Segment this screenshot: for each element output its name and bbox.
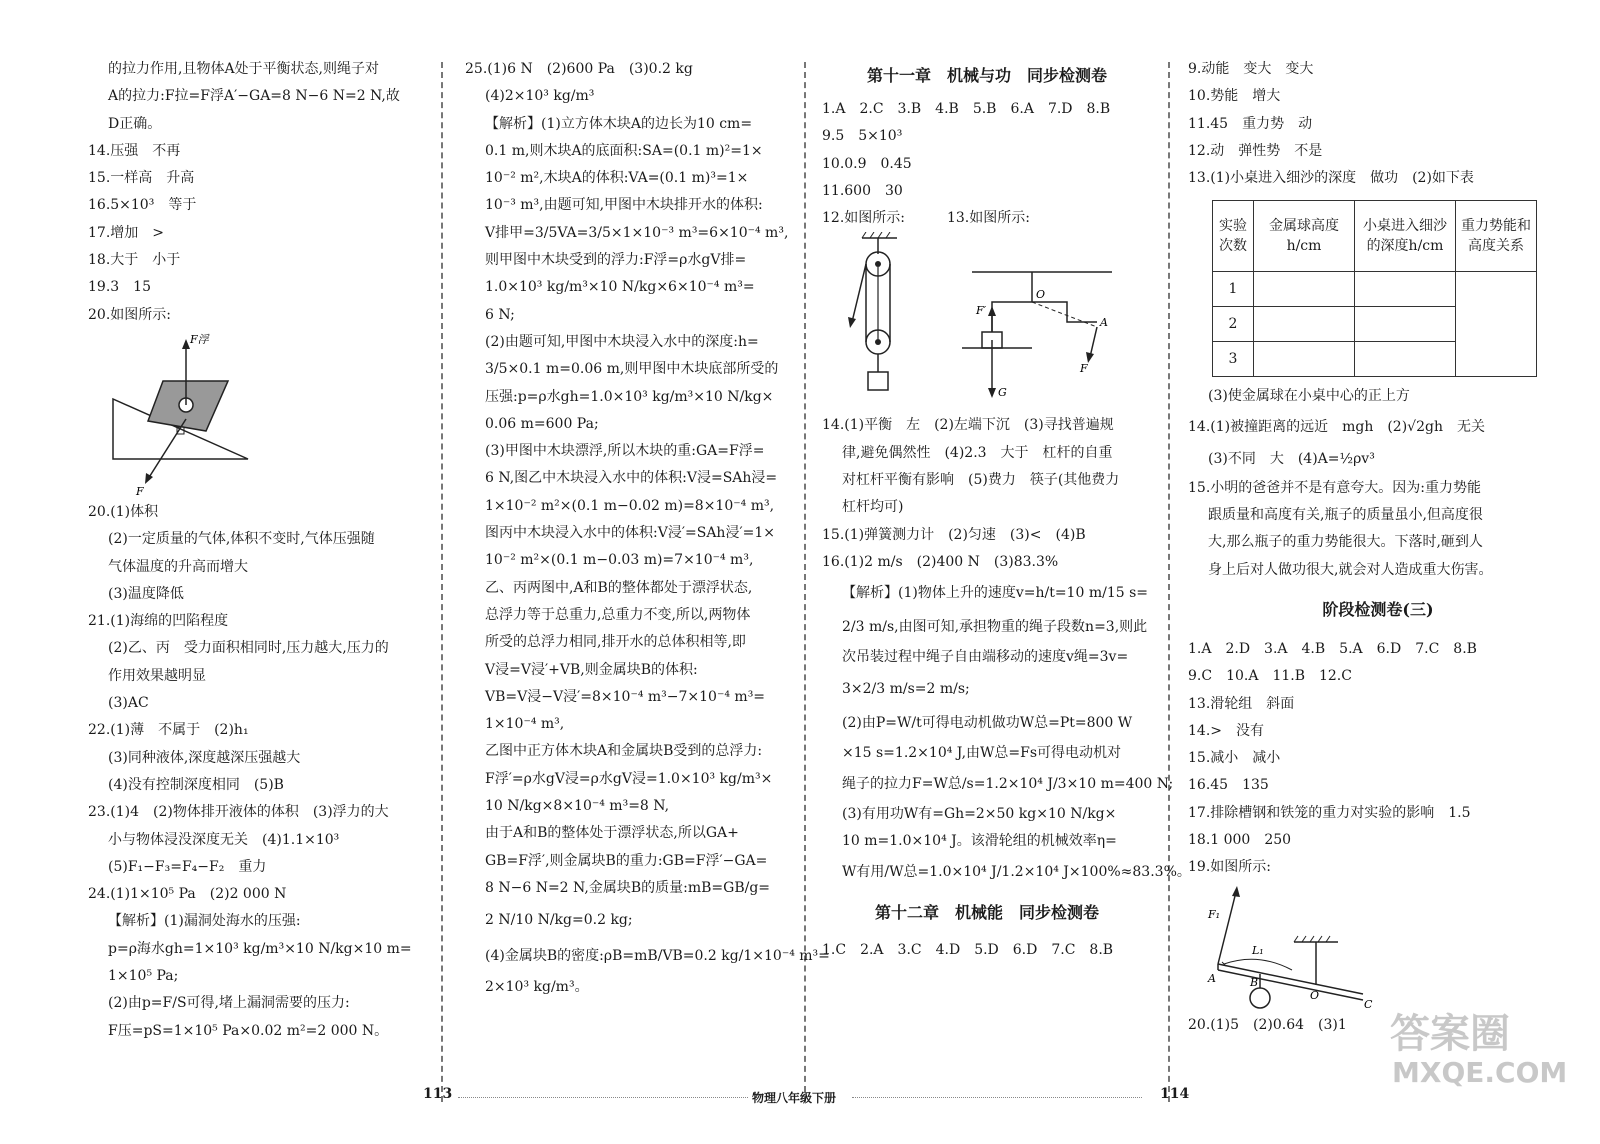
text-line: (4)金属块B的密度:ρB=mB/VB=0.2 kg/1×10⁻⁴ m³= <box>485 948 830 965</box>
text-line: F压=pS=1×10⁵ Pa×0.02 m²=2 000 N。 <box>108 1022 389 1039</box>
table-header: 金属球高度h/cm <box>1254 201 1355 272</box>
text-line: 大,那么瓶子的重力势能很大。下落时,砸到人 <box>1208 534 1483 551</box>
text-line: 17.增加 > <box>88 224 164 241</box>
label-c: C <box>1364 997 1373 1011</box>
lever-force-diagram <box>1188 882 1388 1012</box>
column-2 <box>465 56 830 1002</box>
table-cell <box>1456 272 1537 377</box>
text-line: (3)不同 大 (4)A=½ρv³ <box>1208 450 1375 467</box>
text-line: 2×10³ kg/m³。 <box>485 979 589 996</box>
text-line: 13.滑轮组 斜面 <box>1188 695 1295 712</box>
chapter-12-heading: 第十二章 机械能 同步检测卷 <box>874 903 1099 923</box>
watermark-logo: 答案圈 <box>1390 1011 1510 1057</box>
text-line: 2/3 m/s,由图可知,承担物重的绳子段数n=3,则此 <box>842 619 1148 636</box>
text-line: 9.动能 变大 变大 <box>1188 61 1314 77</box>
text-line: 18.1 000 250 <box>1188 832 1292 849</box>
label-o: O <box>1310 988 1320 1002</box>
text-line: F浮′=ρ水gV浸=ρ水gV浸=1.0×10³ kg/m³× <box>485 770 773 787</box>
text-line: 10⁻² m²×(0.1 m−0.03 m)=7×10⁻⁴ m³, <box>485 552 754 569</box>
label-f-prime: F′ <box>976 304 987 318</box>
text-line: 24.(1)1×10⁵ Pa (2)2 000 N <box>88 886 287 903</box>
text-line: 图丙中木块浸入水中的体积:V浸′=SAh浸′=1× <box>485 525 776 542</box>
text-line: 20.(1)5 (2)0.64 (3)1 <box>1188 1016 1347 1033</box>
text-line: 19.3 15 <box>88 279 151 296</box>
text-line: (3)甲图中木块漂浮,所以木块的重:GA=F浮= <box>485 443 765 460</box>
table-header: 小桌进入细沙的深度h/cm <box>1355 201 1456 272</box>
text-line: 由于A和B的整体处于漂浮状态,所以GA+ <box>485 825 739 842</box>
pressure-arrow <box>148 419 186 479</box>
text-line: ×15 s=1.2×10⁴ J,由W总=Fs可得电动机对 <box>842 744 1122 761</box>
col1-lines <box>88 56 422 329</box>
text-line: (2)乙、丙 受力面积相同时,压力越大,压力的 <box>108 640 389 657</box>
text-line: 14.压强 不再 <box>88 142 181 159</box>
text-line: 3×2/3 m/s=2 m/s; <box>842 680 970 697</box>
label-a: A <box>1100 316 1108 330</box>
text-line: 律,避免偶然性 (4)2.3 大于 杠杆的自重 <box>842 444 1113 461</box>
text-line: 1×10⁻² m²×(0.1 m−0.02 m)=8×10⁻⁴ m³, <box>485 497 775 514</box>
text-line: 10 N/kg×8×10⁻⁴ m³=8 N, <box>485 798 670 815</box>
label-b: B <box>1250 975 1259 989</box>
label-a: A <box>1208 971 1216 985</box>
column-separator <box>441 62 443 1102</box>
footer-title: 物理八年级下册 <box>752 1091 837 1105</box>
table-cell <box>1254 342 1355 377</box>
text-line: (3)温度降低 <box>108 585 184 602</box>
text-line: 18.大于 小于 <box>88 252 181 269</box>
text-line: 14.(1)平衡 左 (2)左端下沉 (3)寻找普遍规 <box>822 417 1114 434</box>
text-line: 作用效果越明显 <box>108 667 206 684</box>
label-f-float: F浮 <box>190 332 209 346</box>
text-line: 1×10⁵ Pa; <box>108 968 179 985</box>
text-line: 22.(1)薄 不属于 (2)h₁ <box>88 722 249 739</box>
text-line: 跟质量和高度有关,瓶子的质量虽小,但高度很 <box>1208 507 1483 524</box>
text-line: 15.(1)弹簧测力计 (2)匀速 (3)< (4)B <box>822 526 1086 543</box>
text-line: 14.> 没有 <box>1188 722 1264 739</box>
text-line: A的拉力:F拉=F浮A′−GA=8 N−6 N=2 N,故 <box>108 88 400 105</box>
text-line: 1.A 2.C 3.B 4.B 5.B 6.A 7.D 8.B <box>822 101 1111 117</box>
text-line: 12.动 弹性势 不是 <box>1188 142 1323 159</box>
table-header-row <box>1213 201 1537 272</box>
text-line: 17.排除槽钢和铁笼的重力对实验的影响 1.5 <box>1188 804 1471 821</box>
table-cell: 2 <box>1213 307 1254 342</box>
text-line: 21.(1)海绵的凹陷程度 <box>88 613 229 630</box>
text-line: 25.(1)6 N (2)600 Pa (3)0.2 kg <box>465 61 693 77</box>
text-line: 0.06 m=600 Pa; <box>485 415 599 432</box>
watermark-url: MXQE.COM <box>1392 1056 1568 1089</box>
text-line: 身上后对人做功很大,就会对人造成重大伤害。 <box>1208 561 1493 578</box>
text-line: (5)F₁−F₃=F₄−F₂ 重力 <box>108 858 267 875</box>
text-line: 1.0×10³ kg/m³×10 N/kg×6×10⁻⁴ m³= <box>485 279 755 296</box>
text-line: V浸=V浸′+VB,则金属块B的体积: <box>485 661 698 678</box>
text-line: (4)2×10³ kg/m³ <box>485 88 595 105</box>
text-line: 所受的总浮力相同,排开水的总体积相等,即 <box>485 634 746 651</box>
text-line: 10⁻³ m³,由题可知,甲图中木块排开水的体积: <box>485 197 763 214</box>
lever-figure <box>962 272 1112 399</box>
table-cell: 1 <box>1213 272 1254 307</box>
text-line: 16.(1)2 m/s (2)400 N (3)83.3% <box>822 553 1059 570</box>
text-line: 14.(1)被撞距离的远近 mgh (2)√2gh 无关 <box>1188 418 1485 435</box>
text-line: 小与物体浸没深度无关 (4)1.1×10³ <box>108 831 340 848</box>
text-line: 10.势能 增大 <box>1188 88 1281 105</box>
text-line: 【解析】(1)物体上升的速度v=h/t=10 m/15 s= <box>842 585 1148 602</box>
page-number-left: 113 <box>423 1086 453 1102</box>
text-line: 则甲图中木块受到的浮力:F浮=ρ水gV排= <box>485 252 747 269</box>
text-line: 10.0.9 0.45 <box>822 155 912 172</box>
text-line: 20.如图所示: <box>88 306 171 323</box>
text-line: 16.45 135 <box>1188 777 1269 794</box>
text-line: 0.1 m,则木块A的底面积:SA=(0.1 m)²=1× <box>485 142 763 159</box>
label-f: F <box>1080 362 1088 376</box>
text-line: (2)由题可知,甲图中木块浸入水中的深度:h= <box>485 333 759 350</box>
table-cell <box>1254 272 1355 307</box>
column-3 <box>822 56 1191 965</box>
text-line: D正确。 <box>108 115 162 132</box>
chapter-11-heading: 第十一章 机械与功 同步检测卷 <box>866 66 1107 85</box>
text-line: 的拉力作用,且物体A处于平衡状态,则绳子对 <box>108 61 380 77</box>
experiment-table <box>1212 200 1537 377</box>
column-4 <box>1188 56 1568 1039</box>
text-line: VB=V浸−V浸′=8×10⁻⁴ m³−7×10⁻⁴ m³= <box>485 688 766 705</box>
text-line: (2)由p=F/S可得,堵上漏洞需要的压力: <box>108 995 350 1012</box>
text-line: 1.C 2.A 3.C 4.D 5.D 6.D 7.C 8.B <box>822 942 1114 959</box>
table-header: 实验次数 <box>1213 201 1254 272</box>
text-line: GB=F浮′,则金属块B的重力:GB=F浮′−GA= <box>485 852 768 869</box>
text-line: (4)没有控制深度相同 (5)B <box>108 776 284 793</box>
text-line: 10⁻² m²,木块A的体积:VA=(0.1 m)³=1× <box>485 170 749 187</box>
text-line: 8 N−6 N=2 N,金属块B的质量:mB=GB/g= <box>485 879 771 896</box>
text-line: 12.如图所示: 13.如图所示: <box>822 210 1030 227</box>
label-o: O <box>1036 288 1046 302</box>
text-line: 气体温度的升高而增大 <box>108 558 248 575</box>
page-number-right: 114 <box>1160 1086 1190 1102</box>
label-f: F <box>136 484 144 498</box>
text-line: 乙图中正方体木块A和金属块B受到的总浮力: <box>485 743 763 760</box>
text-line: 乙、丙两图中,A和B的整体都处于漂浮状态, <box>485 579 753 596</box>
text-line: 3/5×0.1 m=0.06 m,则甲图中木块底部所受的 <box>485 361 779 378</box>
text-line: 绳子的拉力F=W总/s=1.2×10⁴ J/3×10 m=400 N; <box>842 775 1174 792</box>
text-line: 次吊装过程中绳子自由端移动的速度v绳=3v= <box>842 649 1129 666</box>
text-line: 13.(1)小桌进入细沙的深度 做功 (2)如下表 <box>1188 170 1474 187</box>
pulley-and-lever-diagram <box>822 232 1152 412</box>
buoyancy-diagram <box>88 329 308 499</box>
text-line: 6 N,图乙中木块浸入水中的体积:V浸=SAh浸= <box>485 470 778 487</box>
text-line: (2)由P=W/t可得电动机做功W总=Pt=800 W <box>842 714 1133 731</box>
text-line: 1×10⁻⁴ m³, <box>485 716 565 733</box>
text-line: 压强:p=ρ水gh=1.0×10³ kg/m³×10 N/kg× <box>485 388 774 405</box>
text-line: p=ρ海水gh=1×10³ kg/m³×10 N/kg×10 m= <box>108 940 412 957</box>
text-line: 对杠杆平衡有影响 (5)费力 筷子(其他费力 <box>842 472 1120 489</box>
label-g: G <box>998 386 1007 400</box>
text-line: 2 N/10 N/kg=0.2 kg; <box>485 912 633 929</box>
text-line: W有用/W总=1.0×10⁴ J/1.2×10⁴ J×100%≈83.3%。 <box>842 864 1191 881</box>
text-line: (3)有用功W有=Gh=2×50 kg×10 N/kg× <box>842 805 1117 822</box>
label-f1: F₁ <box>1208 907 1221 921</box>
text-line: (3)AC <box>108 695 149 712</box>
text-line: 11.45 重力势 动 <box>1188 115 1313 132</box>
col1-lines2 <box>88 499 422 1045</box>
label-l1: L₁ <box>1252 943 1264 957</box>
text-line: 16.5×10³ 等于 <box>88 197 197 214</box>
table-cell <box>1355 342 1456 377</box>
text-line: 杠杆均可) <box>842 499 904 516</box>
table-cell <box>1254 307 1355 342</box>
footer-rule <box>458 1097 748 1098</box>
text-line: 总浮力等于总重力,总重力不变,所以,两物体 <box>485 606 751 623</box>
text-line: 15.一样高 升高 <box>88 170 195 187</box>
text-line: V排甲=3/5VA=3/5×1×10⁻³ m³=6×10⁻⁴ m³, <box>485 224 789 241</box>
text-line: (3)同种液体,深度越深压强越大 <box>108 749 301 766</box>
stage-test-heading: 阶段检测卷(三) <box>1322 599 1434 619</box>
text-line: 15.减小 减小 <box>1188 750 1281 767</box>
text-line: 11.600 30 <box>822 182 903 199</box>
text-line: 1.A 2.D 3.A 4.B 5.A 6.D 7.C 8.B <box>1188 640 1477 657</box>
column-1 <box>88 56 422 1045</box>
text-line: 10 m=1.0×10⁴ J。该滑轮组的机械效率η= <box>842 833 1117 850</box>
text-line: 20.(1)体积 <box>88 503 159 520</box>
table-row <box>1213 272 1537 307</box>
text-line: 9.5 5×10³ <box>822 128 903 145</box>
text-line: 【解析】(1)立方体木块A的边长为10 cm= <box>485 115 753 132</box>
text-line: 19.如图所示: <box>1188 859 1271 876</box>
text-line: 23.(1)4 (2)物体排开液体的体积 (3)浮力的大 <box>88 804 389 821</box>
table-header: 重力势能和高度关系 <box>1456 201 1537 272</box>
text-line: 【解析】(1)漏洞处海水的压强: <box>108 913 301 930</box>
pulley-figure <box>848 232 897 390</box>
text-line: (2)一定质量的气体,体积不变时,气体压强随 <box>108 531 375 548</box>
table-cell <box>1355 272 1456 307</box>
table-cell <box>1355 307 1456 342</box>
footer-rule <box>852 1097 1142 1098</box>
text-line: 15.小明的爸爸并不是有意夸大。因为:重力势能 <box>1188 479 1481 496</box>
text-line: (3)使金属球在小桌中心的正上方 <box>1208 388 1410 405</box>
column-separator <box>1168 62 1170 1102</box>
table-cell: 3 <box>1213 342 1254 377</box>
text-line: 6 N; <box>485 306 515 323</box>
text-line: 9.C 10.A 11.B 12.C <box>1188 668 1352 685</box>
